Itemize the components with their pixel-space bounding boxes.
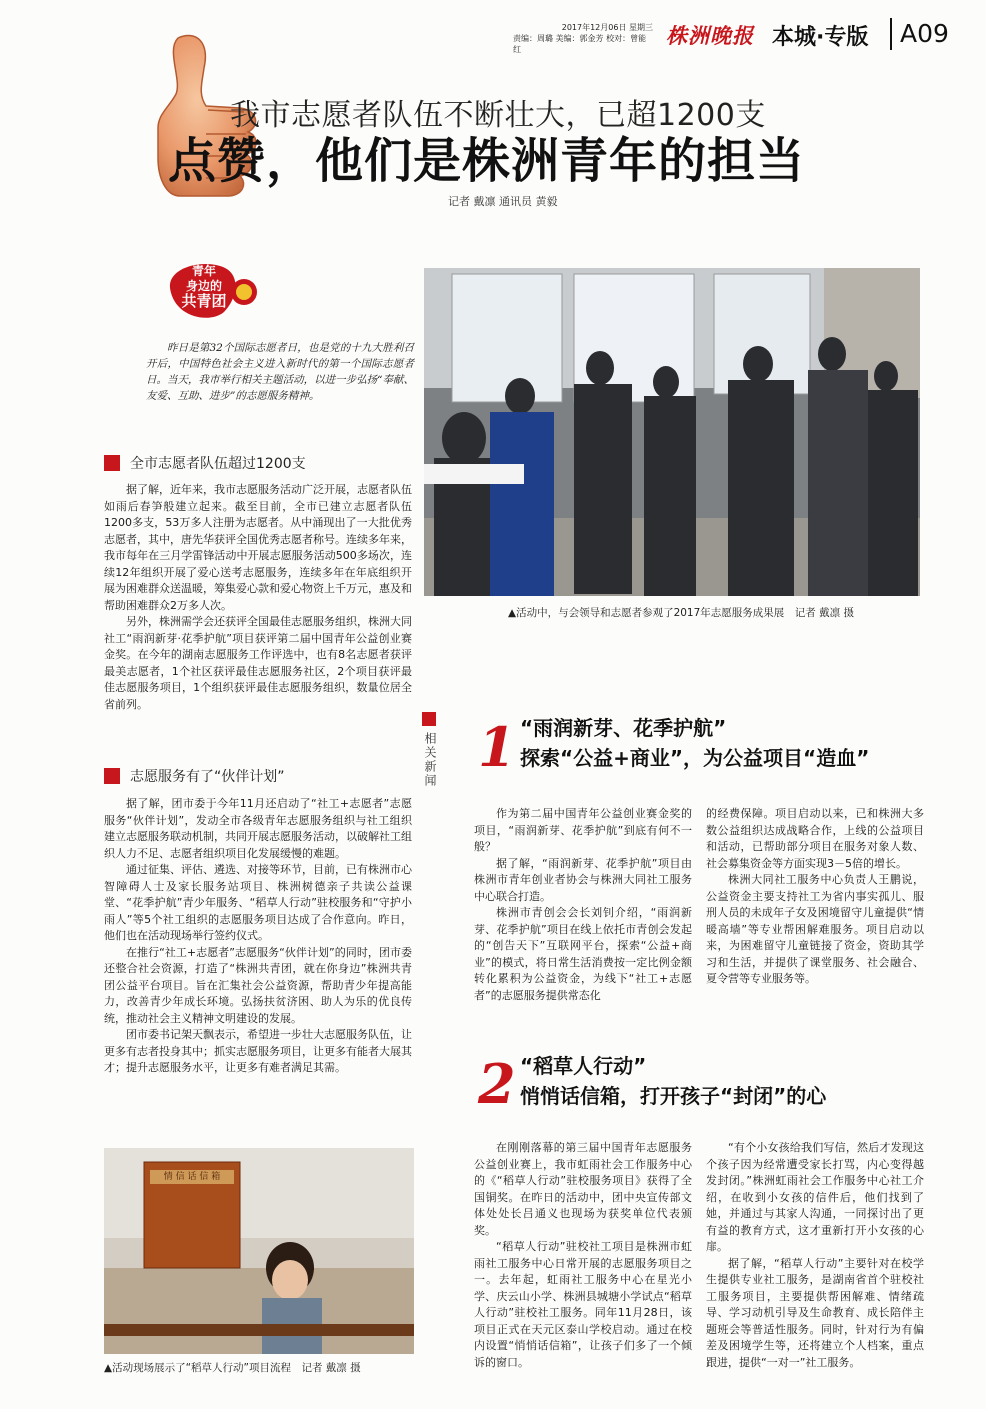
subheadline: 我市志愿者队伍不断壮大，已超1200支 xyxy=(230,98,766,133)
related-news-label xyxy=(422,712,440,788)
section-marker-icon xyxy=(104,768,120,784)
news1-left-column xyxy=(474,806,692,1004)
youth-badge xyxy=(160,258,260,326)
news2-right-column xyxy=(706,1140,924,1371)
news2-number: 2 xyxy=(478,1052,516,1116)
photo-scene xyxy=(424,268,920,596)
section1-heading xyxy=(104,453,306,473)
news2-title-line1: “稻草人行动” xyxy=(520,1054,647,1078)
page-number: A09 xyxy=(900,19,949,48)
news1-title-line1: “雨润新芽、花季护航” xyxy=(520,716,727,740)
arrow-icon xyxy=(422,712,436,726)
related-news-text: 相关新闻 xyxy=(423,732,437,788)
section2-body xyxy=(104,796,412,1077)
photo2-caption: ▲活动现场展示了“稻草人行动”项目流程 记者 戴凛 摄 xyxy=(104,1362,361,1374)
news1-number: 1 xyxy=(478,715,516,779)
event-photo xyxy=(424,268,920,596)
news2-left-p2: “稻草人行动”驻校社工项目是株洲市虹雨社工服务中心日常开展的志愿服务项目之一。去年起，虹雨社工服务中心在星光小学、庆云山小学、株洲县城塘小学试点“稻草人行动”驻校社工服务。同年11月28日，该项目正式在天元区泰山学校启动。通过在校内设置“悄悄话信箱”，让孩子们多了一个倾诉的窗口。 xyxy=(474,1240,692,1369)
header-divider xyxy=(890,18,892,50)
mailbox-sign: 情 信 话 信 箱 xyxy=(163,1172,221,1182)
badge-line2: 身边的 xyxy=(185,279,222,293)
photo1-caption: ▲活动中，与会领导和志愿者参观了2017年志愿服务成果展 记者 戴凛 摄 xyxy=(508,607,854,619)
section-marker-icon xyxy=(104,455,120,471)
news2-title-line2: 悄悄话信箱，打开孩子“封闭”的心 xyxy=(520,1084,827,1108)
news1-left-p1: 作为第二届中国青年公益创业赛金奖的项目，“雨润新芽、花季护航”到底有何不一般？ xyxy=(474,807,692,853)
section1-title: 全市志愿者队伍超过1200支 xyxy=(130,456,306,472)
section2-p3: 在推行“社工+志愿者”志愿服务“伙伴计划”的同时，团市委还整合社会资源，打造了“株洲共青团，就在你身边”株洲共青团公益平台项目。旨在汇集社会公益资源，帮助青少年提高能力，改善青少年成长环境。弘扬扶贫济困、助人为乐的优良传统，推动社会主义精神文明建设的发展。 xyxy=(104,945,412,1025)
news2-left-p1: 在刚刚落幕的第三届中国青年志愿服务公益创业赛上，我市虹雨社会工作服务中心的《“稻草人行动”驻校服务项目》获得了全国铜奖。在昨日的活动中，团中央宣传部文体处处长吕通义也现场为获奖单位代表颁奖。 xyxy=(474,1141,692,1237)
section2-p4: 团市委书记架天飘表示，希望进一步壮大志愿服务队伍，让更多有志者投身其中；抓实志愿服务项目，让更多有能者大展其才；提升志愿服务水平，让更多有难者满足其需。 xyxy=(104,1028,412,1074)
badge-line3: 共青团 xyxy=(181,292,227,310)
mailbox-photo xyxy=(104,1148,414,1354)
section2-heading xyxy=(104,766,285,786)
news2-left-column xyxy=(474,1140,692,1371)
news1-right-p2: 株洲大同社工服务中心负责人王鹏说，公益资金主要支持社工为省内事实孤儿、服刑人员的未成年子女及困境留守儿童提供“情暖高墙”等专业帮困解难服务。项目启动以来，为困难留守儿童链接了资金，资助其学习和生活，并提供了课堂服务、社会融合、夏令营等专业服务等。 xyxy=(706,873,924,985)
intro-paragraph: 昨日是第32个国际志愿者日，也是党的十九大胜利召开后，中国特色社会主义进入新时代的第一个国际志愿者日。当天，我市举行相关主题活动，以进一步弘扬“奉献、友爱、互助、进步”的志愿服务精神。 xyxy=(146,342,414,402)
news1-left-p3: 株洲市青创会会长刘钊介绍，“雨润新芽、花季护航”项目在线上依托市青创会发起的“创告天下”互联网平台，探索“公益+商业”的模式，将日常生活消费按一定比例金额转化累积为公益资金，为线下“社工+志愿者”的志愿服务提供常态化 xyxy=(474,906,692,1002)
section2-p1: 据了解，团市委于今年11月还启动了“社工+志愿者”志愿服务“伙伴计划”，发动全市各级青年志愿服务组织与社工组织建立志愿服务联动机制，共同开展志愿服务活动，以破解社工组织人力不足、志愿者组织项目化发展缓慢的难题。 xyxy=(104,797,412,860)
news2-right-p2: 据了解，“稻草人行动”主要针对在校学生提供专业社工服务，是湖南省首个驻校社工服务项目，主要提供帮困解难、情绪疏导、学习动机引导及生命教育、成长陪伴主题班会等普适性服务。同时，针对行为有偏差及困境学生等，还将建立个人档案，重点跟进，提供“一对一”社工服务。 xyxy=(706,1256,924,1369)
news1-right-column xyxy=(706,806,924,988)
news1-right-p1: 的经费保障。项目启动以来，已和株洲大多数公益组织达成战略合作，上线的公益项目和活动，已帮助部分项目在服务对象人数、社会募集资金等方面实现3－5倍的增长。 xyxy=(706,807,924,870)
header-meta xyxy=(513,22,653,55)
section1-p2: 另外，株洲需学会还获评全国最佳志愿服务组织，株洲大同社工“雨润新芽·花季护航”项目获评第二届中国青年公益创业赛金奖。在今年的湖南志愿服务工作评选中，也有8名志愿者获评最美志愿者，1个社区获评最佳志愿服务社区，2个项目获评最佳志愿服务项目，1个组织获评最佳志愿服务组织，数量位居全省前列。 xyxy=(104,615,412,711)
staff-line: 责编：周璐 美编：郭金芳 校对：曾能红 xyxy=(513,34,647,54)
date-line: 2017年12月06日 星期三 xyxy=(561,23,653,32)
section1-p1: 据了解，近年来，我市志愿服务活动广泛开展，志愿者队伍如雨后春笋般建立起来。截至目前，全市已建立志愿者队伍1200多支，53万多人注册为志愿者。从中涌现出了一大批优秀志愿者，其中，唐先华获评全国优秀志愿者称号。连续多年来，我市每年在三月学雷锋活动中开展志愿服务活动500多场次，连续12年组织开展了爱心送考志愿服务，连续多年在年底组织开展为困难群众送温暖，筹集爱心款和爱心物资上千万元，惠及和帮助困难群众2万多人次。 xyxy=(104,483,412,612)
section2-title: 志愿服务有了“伙伴计划” xyxy=(130,769,285,785)
badge-line1: 青年 xyxy=(191,264,216,278)
news1-title-line2: 探索“公益+商业”，为公益项目“造血” xyxy=(520,746,870,770)
page-title: 点赞，他们是株洲青年的担当 xyxy=(168,133,806,189)
newspaper-logo: 株洲晚报 xyxy=(666,23,754,48)
byline: 记者 戴凛 通讯员 黄毅 xyxy=(448,195,558,208)
section1-body xyxy=(104,482,412,713)
news1-left-p2: 据了解，“雨润新芽、花季护航”项目由株洲市青年创业者协会与株洲大同社工服务中心联合打造。 xyxy=(474,856,692,903)
section2-p2: 通过征集、评估、遴选、对接等环节，目前，已有株洲市心智障碍人士及家长服务站项目、株洲树德亲子共读公益课堂、“花季护航”青少年服务、“稻草人行动”驻校服务和“守护小雨人”等5个社工组织的志愿服务项目达成了合作意向。昨日，他们也在活动现场举行签约仪式。 xyxy=(104,863,412,942)
section-name: 本城·专版 xyxy=(772,25,869,50)
news2-right-p1: “有个小女孩给我们写信，然后才发现这个孩子因为经常遭受家长打骂，内心变得越发封闭。”株洲虹雨社会工作服务中心社工介绍，在收到小女孩的信件后，他们找到了她，并通过与其家人沟通，一同探讨出了更有益的教育方式，这才重新打开小女孩的心扉。 xyxy=(706,1141,924,1253)
